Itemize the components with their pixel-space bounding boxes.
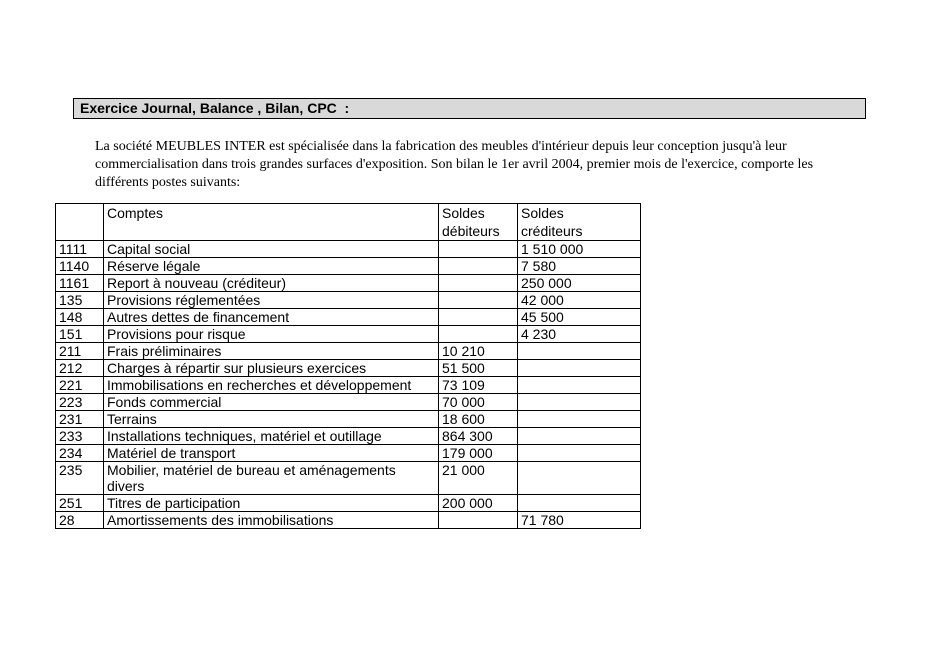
account-code-cell: 28 — [56, 512, 104, 529]
table-row — [56, 326, 641, 343]
table-row — [56, 343, 641, 360]
account-name-cell: Installations techniques, matériel et outillage — [104, 428, 439, 445]
account-name-cell: Report à nouveau (créditeur) — [104, 275, 439, 292]
credit-balance-cell: 45 500 — [518, 309, 641, 326]
table-row — [56, 394, 641, 411]
intro-paragraph: La société MEUBLES INTER est spécialisée dans la fabrication des meubles d'intérieur depuis leur conception jusqu'à leur commercialisation dans trois grandes surfaces d'exposition. Son bilan le 1er avril 2004, premier mois de l'exercice, comporte les différents postes suivants: — [95, 139, 814, 190]
credit-balance-cell — [518, 411, 641, 428]
header-debit — [439, 204, 518, 241]
account-code-cell: 231 — [56, 411, 104, 428]
header-code — [56, 204, 104, 241]
account-code-cell: 251 — [56, 495, 104, 512]
debit-balance-cell: 18 600 — [439, 411, 518, 428]
account-name-cell: Mobilier, matériel de bureau et aménagements divers — [104, 462, 439, 495]
table-row — [56, 309, 641, 326]
account-code-cell: 135 — [56, 292, 104, 309]
credit-balance-cell — [518, 377, 641, 394]
account-name-cell: Autres dettes de financement — [104, 309, 439, 326]
credit-balance-cell: 71 780 — [518, 512, 641, 529]
account-name-cell: Provisions pour risque — [104, 326, 439, 343]
header-account: Comptes — [104, 204, 439, 241]
account-name-cell: Matériel de transport — [104, 445, 439, 462]
table-row — [56, 360, 641, 377]
table-row — [56, 512, 641, 529]
credit-balance-cell: 42 000 — [518, 292, 641, 309]
debit-balance-cell — [439, 309, 518, 326]
table-row — [56, 445, 641, 462]
table-header-row — [56, 204, 641, 241]
table-row — [56, 292, 641, 309]
account-code-cell: 151 — [56, 326, 104, 343]
debit-balance-cell — [439, 241, 518, 258]
account-code-cell: 148 — [56, 309, 104, 326]
table-row — [56, 241, 641, 258]
account-name-cell: Provisions réglementées — [104, 292, 439, 309]
credit-balance-cell — [518, 428, 641, 445]
debit-balance-cell: 73 109 — [439, 377, 518, 394]
debit-balance-cell: 70 000 — [439, 394, 518, 411]
debit-balance-cell: 51 500 — [439, 360, 518, 377]
credit-balance-cell: 1 510 000 — [518, 241, 641, 258]
debit-balance-cell — [439, 326, 518, 343]
header-credit — [518, 204, 641, 241]
credit-balance-cell — [518, 343, 641, 360]
table-row — [56, 377, 641, 394]
account-code-cell: 211 — [56, 343, 104, 360]
credit-balance-cell — [518, 462, 641, 495]
credit-balance-cell — [518, 360, 641, 377]
debit-balance-cell — [439, 275, 518, 292]
account-name-cell: Capital social — [104, 241, 439, 258]
account-name-cell: Réserve légale — [104, 258, 439, 275]
account-code-cell: 1111 — [56, 241, 104, 258]
debit-balance-cell: 864 300 — [439, 428, 518, 445]
account-code-cell: 234 — [56, 445, 104, 462]
account-code-cell: 212 — [56, 360, 104, 377]
exercise-title: Exercice Journal, Balance , Bilan, CPC : — [73, 98, 866, 119]
credit-balance-cell — [518, 394, 641, 411]
account-name-cell: Terrains — [104, 411, 439, 428]
account-name-cell: Charges à répartir sur plusieurs exercices — [104, 360, 439, 377]
table-row — [56, 428, 641, 445]
credit-balance-cell: 7 580 — [518, 258, 641, 275]
debit-balance-cell: 10 210 — [439, 343, 518, 360]
table-row — [56, 411, 641, 428]
table-row — [56, 462, 641, 495]
account-name-cell: Titres de participation — [104, 495, 439, 512]
account-name-cell: Amortissements des immobilisations — [104, 512, 439, 529]
account-code-cell: 1161 — [56, 275, 104, 292]
header-credit-line1: Soldes — [521, 205, 564, 221]
credit-balance-cell: 250 000 — [518, 275, 641, 292]
table-row — [56, 275, 641, 292]
account-name-cell: Immobilisations en recherches et développement — [104, 377, 439, 394]
debit-balance-cell — [439, 292, 518, 309]
credit-balance-cell — [518, 495, 641, 512]
header-debit-line1: Soldes — [442, 205, 485, 221]
credit-balance-cell: 4 230 — [518, 326, 641, 343]
header-debit-line2: débiteurs — [442, 223, 500, 239]
debit-balance-cell: 200 000 — [439, 495, 518, 512]
account-code-cell: 221 — [56, 377, 104, 394]
header-credit-line2: créditeurs — [521, 223, 583, 239]
account-name-cell: Frais préliminaires — [104, 343, 439, 360]
debit-balance-cell: 21 000 — [439, 462, 518, 495]
debit-balance-cell: 179 000 — [439, 445, 518, 462]
table-row — [56, 258, 641, 275]
table-row — [56, 495, 641, 512]
account-code-cell: 1140 — [56, 258, 104, 275]
account-code-cell: 223 — [56, 394, 104, 411]
account-name-cell: Fonds commercial — [104, 394, 439, 411]
accounts-table — [55, 203, 641, 529]
credit-balance-cell — [518, 445, 641, 462]
account-code-cell: 233 — [56, 428, 104, 445]
debit-balance-cell — [439, 258, 518, 275]
account-code-cell: 235 — [56, 462, 104, 495]
debit-balance-cell — [439, 512, 518, 529]
